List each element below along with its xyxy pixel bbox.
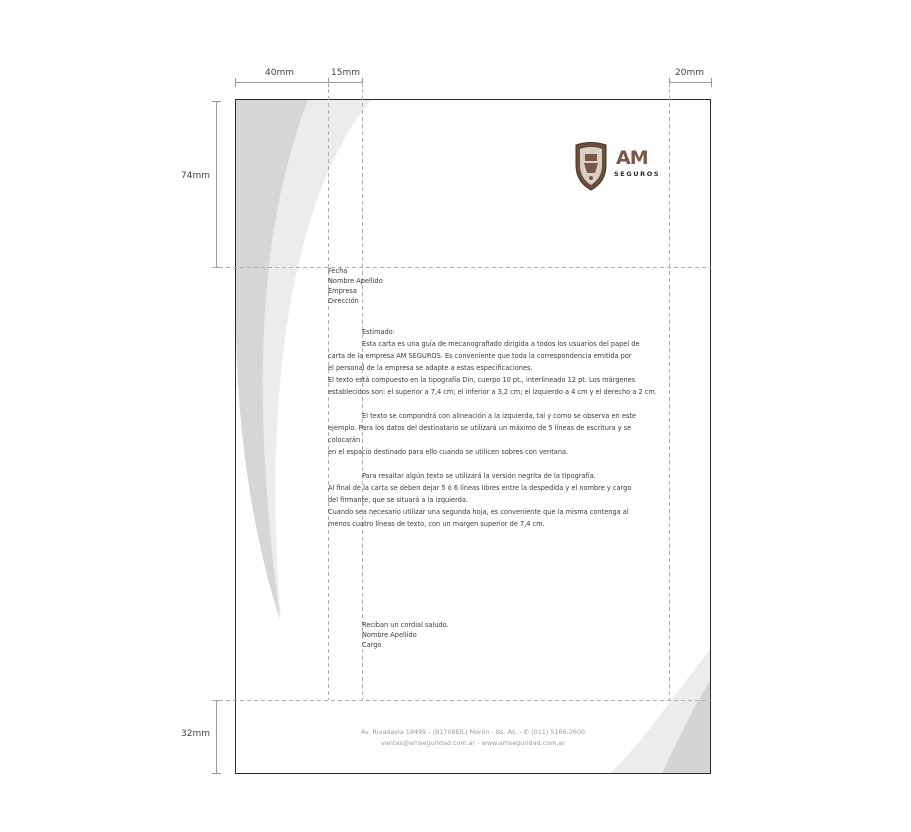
- dim-tick-f: [212, 101, 221, 102]
- dim-bottom-margin-label: 32mm: [181, 729, 210, 739]
- footer-contact-line: [235, 739, 711, 747]
- body-line: del firmante, que se situará a la izquierda.: [328, 496, 468, 504]
- dim-left-margin-label: 40mm: [265, 68, 294, 78]
- shield-icon: [573, 141, 609, 191]
- phone-icon: ✆: [523, 728, 530, 736]
- recipient-company: Empresa: [328, 287, 357, 295]
- dim-line-top-right: [669, 82, 711, 83]
- body-line: carta de la empresa AM SEGUROS. Es conveniente que toda la correspondencia emitida por: [328, 352, 632, 360]
- body-line: en el espacio destinado para ello cuando se utilicen sobres con ventana.: [328, 448, 569, 456]
- dim-top-margin-label: 74mm: [181, 171, 210, 181]
- body-line: Al final de la carta se deben dejar 5 ó 6 líneas libres entre la despedida y el nombre y cargo: [328, 484, 632, 492]
- dim-indent-label: 15mm: [331, 68, 360, 78]
- body-line: Cuando sea necesario utilizar una segunda hoja, es conveniente que la misma contenga al: [328, 508, 629, 516]
- body-line: El texto está compuesto en la tipografía Din, cuerpo 10 pt., interlineado 12 pt. Los márgenes: [328, 376, 636, 384]
- dim-line-top-indent: [328, 82, 362, 83]
- logo-subtitle-text: SEGUROS: [614, 170, 661, 178]
- body-line: Para resaltar algún texto se utilizará la versión negrita de la tipografía.: [362, 472, 596, 480]
- body-line: Esta carta es una guía de mecanografiado dirigida a todos los usuarios del papel de: [362, 340, 640, 348]
- dim-tick-e: [711, 78, 712, 87]
- logo-brand-text: AM: [616, 147, 648, 169]
- body-line: menos cuatro líneas de texto, con un margen superior de 7,4 cm.: [328, 520, 545, 528]
- recipient-date: Fecha: [328, 267, 348, 275]
- dim-tick-b: [328, 78, 329, 87]
- dim-line-left-bottom: [216, 700, 217, 774]
- body-line: establecidos son: el superior a 7,4 cm; el inferior a 3,2 cm; el izquierdo a 4 cm y el derecho a 2 cm.: [328, 388, 657, 396]
- body-greeting: Estimado:: [362, 328, 395, 336]
- dim-tick-g: [212, 267, 221, 268]
- body-line: El texto se compondrá con alineación a la izquierda, tal y como se observa en este: [362, 412, 636, 420]
- footer-email: ventas@amseguridad.com.ar: [381, 739, 476, 747]
- footer-website: www.amseguridad.com.ar: [481, 739, 565, 747]
- footer-address: Av. Rivadavia 18499 - (B1708EIL) Morón - Bs. As. -: [361, 728, 522, 736]
- recipient-name: Nombre Apellido: [328, 277, 383, 285]
- letterhead-page: [235, 99, 711, 774]
- dim-right-margin-label: 20mm: [675, 68, 704, 78]
- dim-tick-i: [212, 773, 221, 774]
- body-line: colocarán: [328, 436, 361, 444]
- footer-phone: (011) 5166.2600: [531, 728, 585, 736]
- page-swooshes: [236, 100, 711, 774]
- dim-tick-a: [235, 78, 236, 87]
- dim-tick-c: [362, 78, 363, 87]
- dim-tick-h: [212, 700, 221, 701]
- body-line: el personal de la empresa se adapte a estas especificaciones.: [328, 364, 533, 372]
- dim-line-top-left: [235, 82, 328, 83]
- closing-name: Nombre Apellido: [362, 631, 417, 639]
- am-seguros-logo: [573, 141, 673, 193]
- footer-address-line: [235, 728, 711, 736]
- closing-title: Cargo: [362, 641, 382, 649]
- dim-tick-d: [669, 78, 670, 87]
- closing-farewell: Reciban un cordial saludo.: [362, 621, 449, 629]
- body-line: ejemplo. Para los datos del destinatario se utilizará un máximo de 5 líneas de escritura y se: [328, 424, 632, 432]
- footer-separator: -: [477, 739, 480, 747]
- recipient-address: Dirección: [328, 297, 359, 305]
- dim-line-left-top: [216, 101, 217, 267]
